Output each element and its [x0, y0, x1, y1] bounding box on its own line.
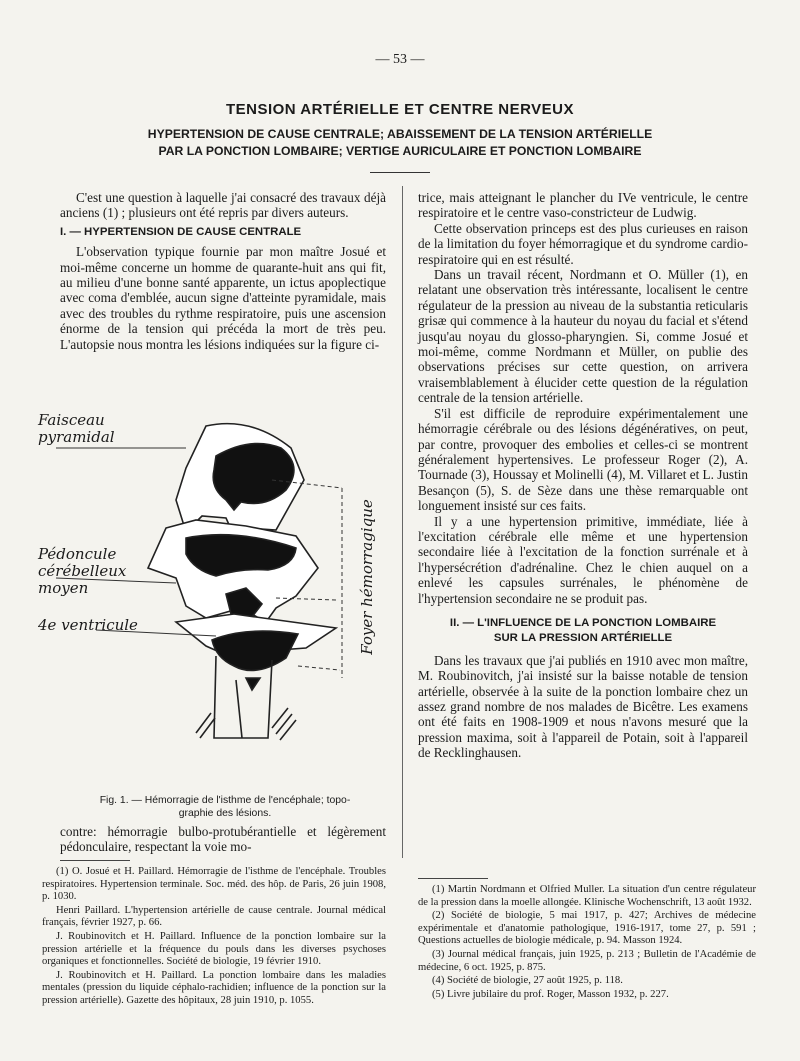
footnote: (2) Société de biologie, 5 mai 1917, p. 427; Archives de médecine expérimentale et d'anatomie pathologique, 1916-1917, tome 27, p. 591 ; Questions actuelles de biologie médicale, p. 94. Masson 1924.: [418, 910, 756, 947]
figure-caption: [60, 794, 390, 820]
label-line: pyramidal: [38, 428, 115, 446]
body-paragraph: Il y a une hypertension primitive, immédiate, liée à l'excitation cérébrale elle même et une hypertension secondaire liée à l'excitation de la fonction surrénale et à l'hypersécrétion d'adrénaline. Chez le chien auquel on a enlevé les capsules surrénales, le phénomène de l'hypertension secondaire ne se produit pas.: [418, 513, 748, 606]
section-heading: II. — L'INFLUENCE DE LA PONCTION LOMBAIRE: [449, 616, 717, 629]
page-subtitle: [0, 126, 800, 160]
footnote: (4) Société de biologie, 27 août 1925, p. 118.: [432, 975, 623, 987]
footnote-rule: [418, 878, 488, 879]
footnote: (5) Livre jubilaire du prof. Roger, Masson 1932, p. 227.: [432, 988, 669, 1000]
page-title: TENSION ARTÉRIELLE ET CENTRE NERVEUX: [225, 101, 575, 118]
body-paragraph: Dans un travail récent, Nordmann et O. Müller (1), en relatant une observation très intéressante, localisent le centre régulateur de la pression au niveau de la substantia reticularis grisæ qui commence à la hauteur du noyau du facial et s'étend jusqu'au noyau du glosso-pharyngien. Si, comme Josué et moi-même, comme Nordmann et Müller, on publie des observations précises sur cette question, on arrivera vraisemblablement à élucider cette question de la régulation centrale de la tension artérielle.: [418, 267, 748, 406]
label-faisceau-pyramidal: [38, 412, 115, 446]
page-number: — 53 —: [375, 52, 425, 67]
body-paragraph: Dans les travaux que j'ai publiés en 1910 avec mon maître, M. Roubinovitch, j'ai insisté sur la baisse notable de tension artérielle, observée à la suite de la ponction lombaire chez un assez grand nombre de nos malades de Bicêtre. Les examens ont été faits en 1908-1909 et nous n'avons mesuré que la pression maxima, soit à l'appareil de Potain, soit à l'appareil de Recklinghausen.: [418, 652, 748, 761]
body-paragraph: Cette observation princeps est des plus curieuses en raison de la limitation du foyer hémorragique et du syndrome cardio-respiratoire qui en est résulté.: [418, 220, 748, 267]
footnote-rule: [60, 860, 130, 861]
label-line: Faisceau: [38, 411, 105, 429]
body-paragraph: contre: hémorragie bulbo-protubérantielle et légèrement pédonculaire, respectant la voie mo-: [60, 824, 386, 855]
footnote: (1) O. Josué et H. Paillard. Hémorragie de l'isthme de l'encéphale. Troubles respiratoires. Hypertension terminale. Soc. méd. des hôp. de Paris, 26 juin 1908, p. 1030.: [42, 866, 386, 903]
footnote: Henri Paillard. L'hypertension artérielle de cause centrale. Journal médical français, février 1927, p. 66.: [42, 904, 386, 929]
label-4e-ventricule: 4e ventricule: [38, 616, 138, 634]
footnote: J. Roubinovitch et H. Paillard. Influence de la ponction lombaire sur la pression artérielle et la fréquence du pouls dans les diverses psychoses organiques et fonctionnelles. Société de biologie, 19 février 1910.: [42, 930, 386, 968]
footnote: J. Roubinovitch et H. Paillard. La ponction lombaire dans les maladies mentales (pression du liquide céphalo-rachidien; influence de la ponction sur la pression artérielle). Gazette des hôpitaux, 28 juin 1910, p. 1055.: [42, 969, 386, 1006]
label-line: Pédoncule: [38, 545, 117, 563]
label-foyer-hemorragique: Foyer hémorragique: [358, 499, 376, 655]
caption-line: graphie des lésions.: [178, 808, 272, 819]
subtitle-line: HYPERTENSION DE CAUSE CENTRALE; ABAISSEMENT DE LA TENSION ARTÉRIELLE: [147, 127, 653, 141]
label-line: moyen: [38, 579, 89, 597]
body-paragraph: L'observation typique fournie par mon maître Josué et moi-même concerne un homme de quarante-huit ans qui fit, au milieu d'une bonne santé apparente, un ictus apoplectique avec coma d'emblée, aucun signe d'atteinte pyramidale, mais avec des troubles du rythme respiratoire, puis une ascension énorme de la tension qui précéda la mort de très peu. L'autopsie nous montra les lésions indiquées sur la figure ci-: [60, 244, 386, 352]
body-paragraph: S'il est difficile de reproduire expérimentalement une hémorragie cérébrale ou des lésions dégénératives, on peut, par contre, provoquer des embolies et celles-ci se montrent généralement hypertensives. Le professeur Roger (2), A. Tournade (3), Houssay et Molinelli (4), M. Villaret et L. Justin Besançon (5), S. de Sèze dans une thèse remarquable ont longuement insisté sur ces faits.: [418, 405, 748, 514]
footnote: (3) Journal médical français, juin 1925, p. 213 ; Bulletin de l'Académie de médecine, 6 oct. 1925, p. 875.: [418, 948, 756, 973]
footnotes-left: [42, 866, 386, 1009]
right-column-text: [418, 190, 748, 761]
label-pedoncule: [38, 546, 126, 597]
brainstem-figure: [36, 408, 376, 788]
column-divider: [402, 186, 403, 858]
footnotes-right: [418, 884, 756, 1002]
left-column-continuation: [60, 824, 386, 855]
subtitle-line: PAR LA PONCTION LOMBAIRE; VERTIGE AURICULAIRE ET PONCTION LOMBAIRE: [158, 144, 642, 158]
body-paragraph: trice, mais atteignant le plancher du IVe ventricule, le centre respiratoire et le centre vaso-constricteur de Ludwig.: [418, 190, 748, 221]
label-line: cérébelleux: [38, 562, 127, 580]
caption-line: Fig. 1. — Hémorragie de l'isthme de l'encéphale; topo-: [99, 795, 351, 806]
section-heading: I. — HYPERTENSION DE CAUSE CENTRALE: [60, 225, 302, 238]
intro-paragraph: C'est une question à laquelle j'ai consacré des travaux déjà anciens (1) ; plusieurs ont été repris par divers auteurs.: [60, 190, 386, 221]
title-rule: [370, 172, 430, 173]
left-column-text: [60, 190, 386, 352]
footnote: (1) Martin Nordmann et Olfried Muller. La situation d'un centre régulateur de la pression dans la moelle allongée. Klinische Wochenschrift, 13 août 1932.: [418, 884, 756, 908]
section-heading: SUR LA PRESSION ARTÉRIELLE: [493, 632, 673, 645]
